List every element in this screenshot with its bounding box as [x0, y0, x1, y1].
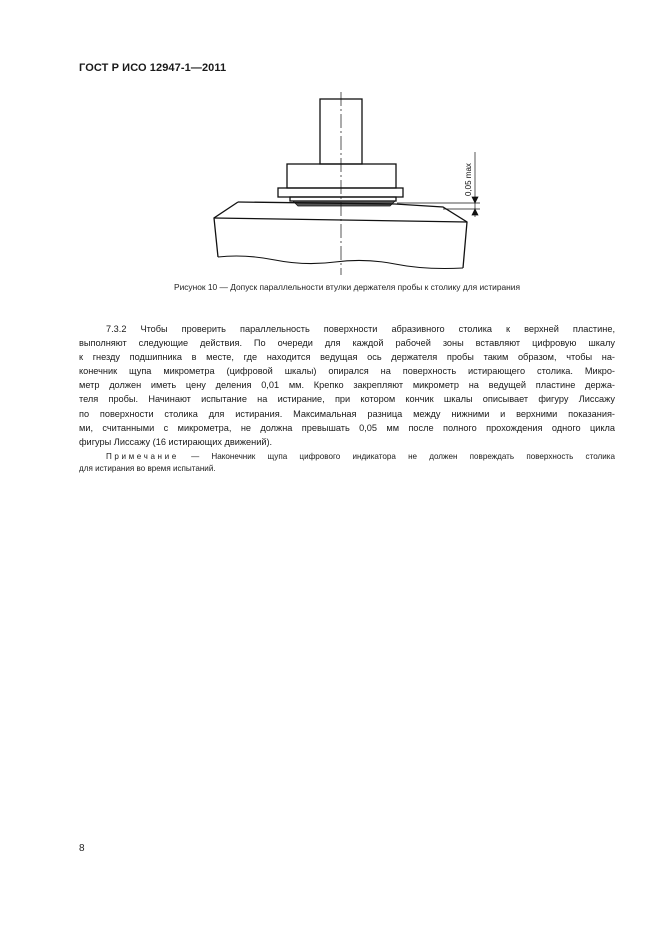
section-7-3-2-paragraph [79, 322, 615, 449]
paragraph-line: фигуры Лиссажу (16 истирающих движений). [79, 436, 273, 447]
paragraph-line: метр должен иметь цену деления 0,01 мм. Крепко закрепляют микрометр на ведущей пластине держа- [79, 380, 615, 391]
page-number: 8 [79, 843, 85, 854]
paragraph-line: 7.3.2 Чтобы проверить параллельность поверхности абразивного столика к верхней пластине, [106, 324, 615, 334]
paragraph-line: выполняют следующие действия. По очереди для каждой рабочей зоны вставляют цифровую шкалу [79, 338, 615, 349]
dimension-arrow-top [472, 197, 478, 203]
table-top-edge [214, 218, 467, 222]
holder-body [287, 164, 396, 188]
document-header: ГОСТ Р ИСО 12947-1—2011 [79, 62, 227, 74]
parallelism-diagram [205, 92, 490, 275]
paragraph-line: конечник щупа микрометра (цифровой шкалы) опирался на поверхность истирающего столика. Микро- [79, 366, 615, 377]
holder-flange [278, 188, 403, 197]
dimension-label: 0,05 max [464, 163, 473, 196]
dimension-arrow-bottom [472, 209, 478, 215]
figure-caption: Рисунок 10 — Допуск параллельности втулки держателя пробы к столику для истирания [173, 282, 520, 292]
note-line: для истирания во время испытаний. [79, 464, 216, 474]
figure-10-drawing [205, 92, 490, 275]
table-break-line [218, 256, 463, 269]
holder-plate [290, 197, 396, 201]
table-outline-right [238, 202, 467, 268]
paragraph-line: теля пробы. Начинают испытание на истирание, при котором кончик шкалы описывает фигуру Лиссажу [79, 394, 615, 405]
note-text: — Наконечник щупа цифрового индикатора не должен повреждать поверхность столика [178, 452, 615, 461]
paragraph-line: к гнезду подшипника в месте, где находится ведущая ось держателя пробы таким образом, чтобы на- [79, 352, 615, 363]
note-line [79, 451, 615, 463]
paragraph-line: ми, считанными с микрометра, не должна превышать 0,05 мм после полного прохождения одного цикла [79, 422, 615, 433]
table-outline-left [214, 202, 238, 257]
note-label: Примечание [106, 452, 179, 461]
note-block [79, 451, 615, 475]
paragraph-line: по поверхности столика для истирания. Максимальная разница между нижними и верхними показания- [79, 408, 615, 419]
